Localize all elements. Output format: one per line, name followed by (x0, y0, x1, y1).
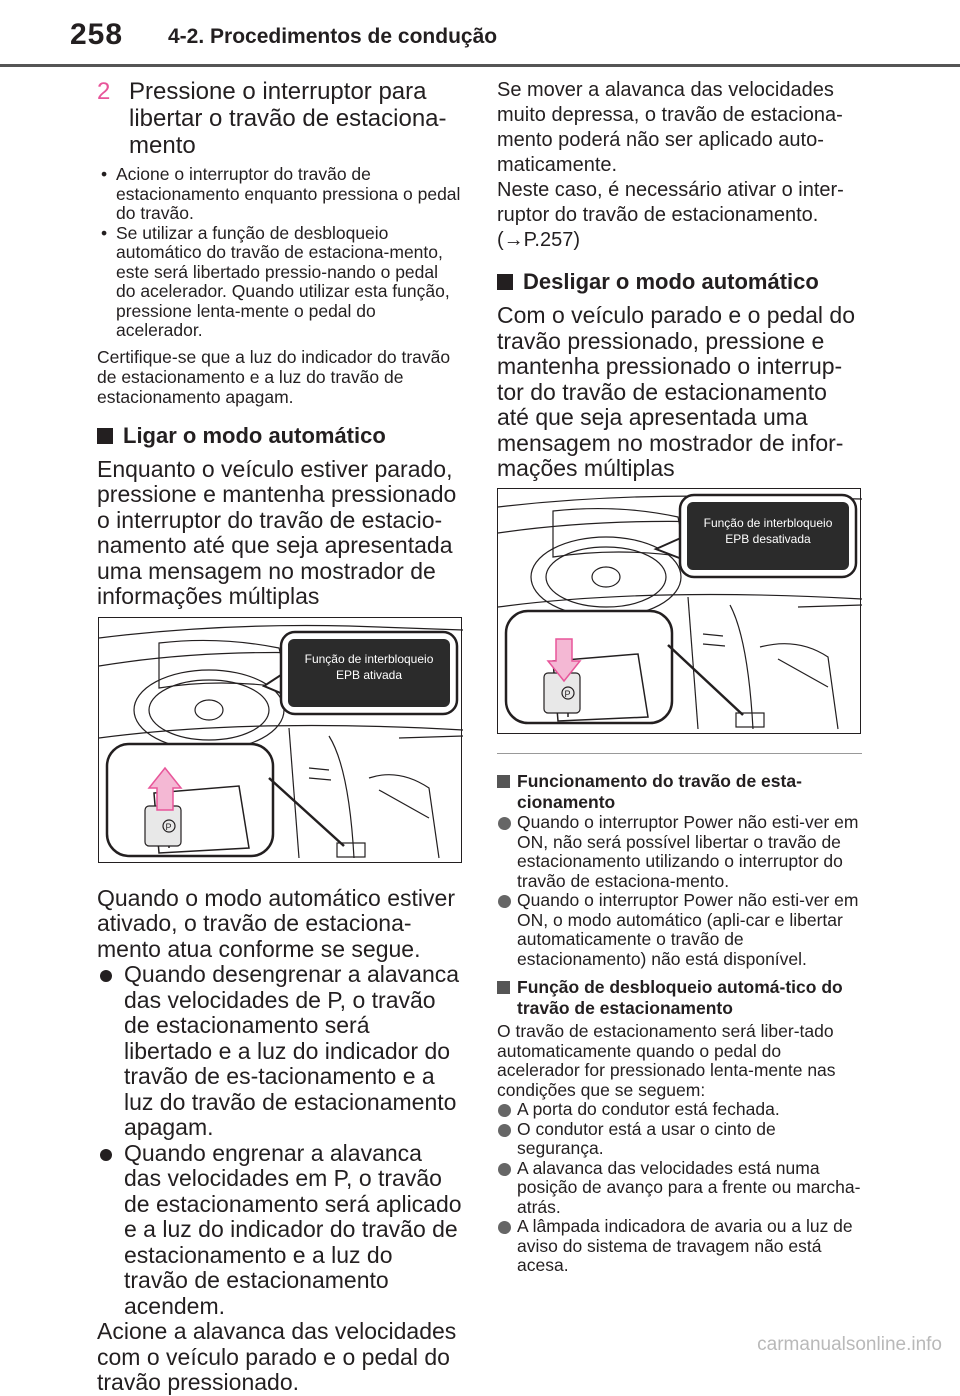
intro-paragraph: Se mover a alavanca das velocidades muito depressa, o travão de estaciona-mento poderá não ser aplicado auto-maticamente. (497, 79, 843, 176)
note-heading (497, 771, 862, 813)
square-bullet-icon (497, 274, 513, 290)
step-bullet: • Acione o interruptor do travão de estacionamento enquanto pressiona o pedal do travão. (97, 165, 462, 224)
callout-line: EPB ativada (335, 668, 403, 682)
final-paragraph: Acione a alavanca das velocidades com o veículo parado e o pedal do travão pressionado. (97, 1318, 457, 1395)
note-item: A lâmpada indicadora de avaria ou a luz de aviso do sistema de travagem não está acesa. (497, 1217, 862, 1276)
page-number: 258 (70, 18, 124, 51)
svg-text:P: P (564, 689, 571, 699)
certify-text: Certifique-se que a luz do indicador do travão de estacionamento e a luz do travão de estacionamento apagam. (97, 346, 451, 407)
watermark: carmanualsonline.info (757, 1334, 942, 1355)
auto-mode-list (97, 962, 462, 1319)
dashboard-illustration (99, 618, 463, 864)
notes-section (497, 763, 862, 1276)
page-header (0, 0, 960, 68)
dashboard-illustration (498, 489, 862, 735)
note-item: A porta do condutor está fechada. (497, 1100, 862, 1120)
figure-epb-off (497, 488, 861, 734)
heading-auto-off-text: Desligar o modo automático (523, 269, 819, 294)
note-heading-text: Funcionamento do travão de esta-cionamento (517, 771, 802, 812)
note-list (497, 813, 862, 969)
header-rule (0, 64, 960, 67)
notes-divider (497, 753, 862, 754)
intro-paragraph-2: Neste caso, é necessário ativar o inter-ruptor do travão de estacionamento. (497, 179, 844, 226)
auto-mode-item: Quando desengrenar a alavanca das velocidades de P, o travão de estacionamento será libertado e a luz do indicador do travão de es-tacionamento e a luz do travão de estacionamento apagam. (97, 962, 462, 1141)
figure-epb-on (98, 617, 462, 863)
section-title: 4-2. Procedimentos de condução (168, 25, 498, 48)
note-heading (497, 977, 862, 1019)
note-item: Quando o interruptor Power não esti-ver em ON, o modo automático (apli-car e libertar automaticamente o travão de estacionamento) não está disponível. (497, 891, 862, 969)
square-bullet-icon (497, 775, 510, 788)
auto-mode-paragraph: Quando o modo automático estiver ativado, o travão de estaciona-mento atua conforme se segue. (97, 884, 455, 962)
note-item: A alavanca das velocidades está numa posição de avanço para a frente ou marcha-atrás. (497, 1159, 862, 1218)
auto-on-paragraph: Enquanto o veículo estiver parado, pressione e mantenha pressionado o interruptor do travão de estacio-namento até que seja apresentada uma mensagem no mostrador de informações múltiplas (97, 455, 457, 609)
callout-line: EPB desativada (725, 532, 811, 546)
right-column (497, 78, 862, 482)
step-bullet: • Se utilizar a função de desbloqueio automático do travão de estaciona-mento, este será libertado pressio-nando o pedal do acelerador. Quando utilizar esta função, pressione lenta-mente o pedal do acelerador. (97, 224, 462, 341)
note-heading-text: Função de desbloqueio automá-tico do travão de estacionamento (517, 977, 843, 1018)
step-bullets (97, 165, 462, 341)
heading-auto-off (497, 269, 862, 295)
note-item: Quando o interruptor Power não esti-ver em ON, não será possível libertar o travão de estacionamento utilizando o interruptor do travão de estaciona-mento. (497, 813, 862, 891)
callout-line: Função de interbloqueio (703, 516, 833, 530)
note-paragraph: O travão de estacionamento será liber-tado automaticamente quando o pedal do acelerador for pressionado lenta-mente nas condições que se seguem: (497, 1021, 836, 1100)
step-number: 2 (97, 78, 111, 105)
square-bullet-icon (97, 428, 113, 444)
auto-off-paragraph: Com o veículo parado e o pedal do travão pressionado, pressione e mantenha pressionado o interrup-tor do travão de estacionamento até que seja apresentada uma mensagem no mostrador de infor-mações múltiplas (497, 302, 856, 481)
callout-line: Função de interbloqueio (304, 652, 434, 666)
step-heading (97, 78, 462, 159)
page-reference: (→P.257) (497, 229, 581, 251)
note-list (497, 1100, 862, 1276)
heading-auto-on-text: Ligar o modo automático (123, 422, 386, 448)
note-item: O condutor está a usar o cinto de segurança. (497, 1120, 862, 1159)
auto-mode-item: Quando engrenar a alavanca das velocidades em P, o travão de estacionamento será aplicado e a luz do indicador do travão de estacionamento e a luz do travão de estacionamento acendem. (97, 1141, 462, 1320)
svg-text:P: P (165, 822, 172, 832)
step-title: Pressione o interruptor para libertar o travão de estaciona-mento (129, 78, 447, 159)
square-bullet-icon (497, 981, 510, 994)
heading-auto-on (97, 423, 462, 449)
